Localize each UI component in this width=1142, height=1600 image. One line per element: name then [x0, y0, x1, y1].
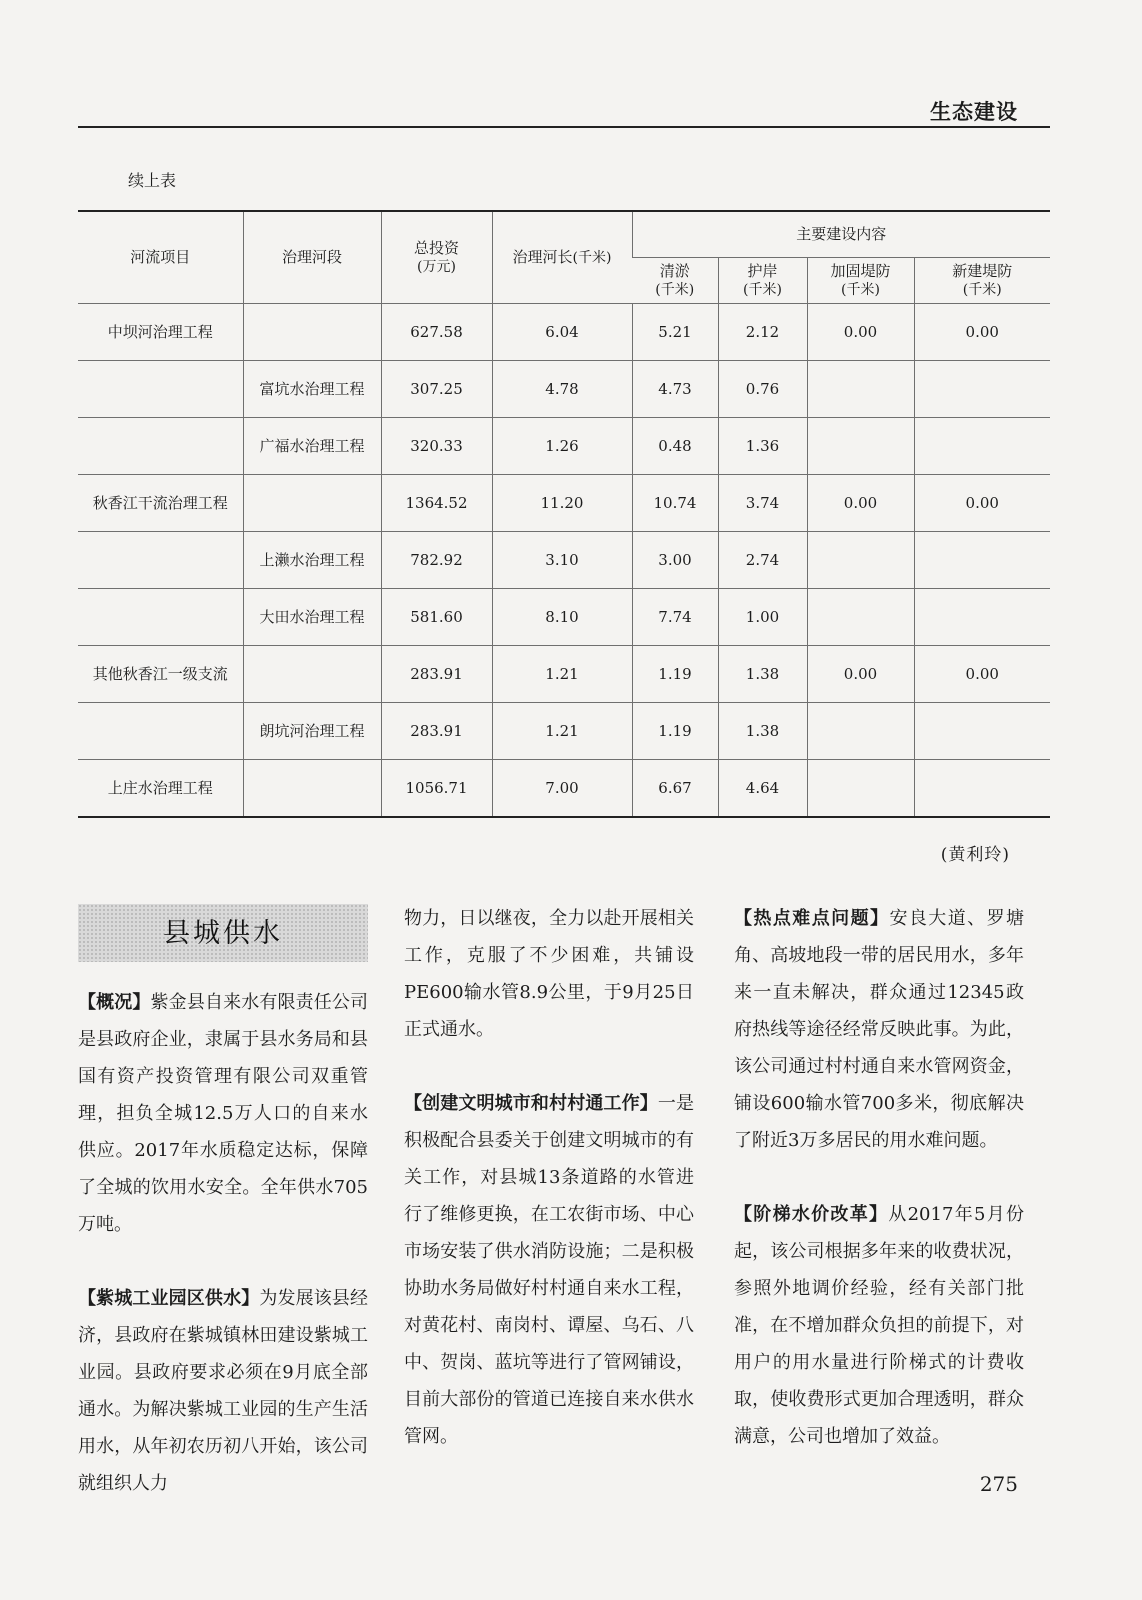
table-continued-label: 续上表: [128, 171, 177, 190]
cell-reinforce: [807, 760, 914, 818]
cell-reinforce: 0.00: [807, 304, 914, 361]
industrial-heading: 【紫城工业园区供水】: [78, 1288, 260, 1309]
header-segment: 治理河段: [243, 211, 381, 304]
cell-dredge: 6.67: [632, 760, 718, 818]
paragraph-overview: [78, 984, 368, 1243]
header-revet-unit: (千米): [743, 282, 782, 299]
table-row: [78, 703, 1050, 760]
cell-new-dike: 0.00: [914, 646, 1050, 703]
header-main-content: 主要建设内容: [632, 211, 1050, 258]
cell-investment: 307.25: [381, 361, 492, 418]
cell-dredge: 10.74: [632, 475, 718, 532]
cell-revet: 2.12: [718, 304, 807, 361]
header-revet: [718, 258, 807, 304]
table-row: [78, 361, 1050, 418]
cell-project: 其他秋香江一级支流: [78, 646, 243, 703]
cell-revet: 1.36: [718, 418, 807, 475]
header-length-unit: (千米): [572, 250, 612, 267]
cell-project: [78, 418, 243, 475]
hotspot-text: 安良大道、罗塘角、高坡地段一带的居民用水，多年来一直未解决，群众通过12345政府热线等途径经常反映此事。为此，该公司通过村村通自来水管网资金，铺设600输水管700多米，彻底解决了附近3万多居民的用水难问题。: [734, 908, 1025, 1151]
cell-investment: 581.60: [381, 589, 492, 646]
table-row: [78, 646, 1050, 703]
header-reinforce-unit: (千米): [841, 282, 880, 299]
tariff-text: 从2017年5月份起，该公司根据多年来的收费状况，参照外地调价经验，经有关部门批准，在不增加群众负担的前提下，对用户的用水量进行阶梯式的计费收取，使收费形式更加合理透明，群众满意，公司也增加了效益。: [734, 1204, 1025, 1447]
article-column-1: [78, 904, 368, 1539]
cell-length: 1.21: [492, 703, 632, 760]
cell-dredge: 4.73: [632, 361, 718, 418]
cell-length: 7.00: [492, 760, 632, 818]
header-new-dike-unit: (千米): [962, 282, 1002, 299]
civil-heading: 【创建文明城市和村村通工作】: [404, 1093, 658, 1114]
cell-dredge: 7.74: [632, 589, 718, 646]
cell-reinforce: 0.00: [807, 646, 914, 703]
cell-dredge: 5.21: [632, 304, 718, 361]
overview-heading: 【概况】: [78, 992, 151, 1013]
cell-length: 8.10: [492, 589, 632, 646]
header-reinforce-label: 加固堤防: [830, 261, 891, 280]
cell-dredge: 1.19: [632, 703, 718, 760]
paragraph-industrial: [78, 1280, 368, 1502]
cell-length: 6.04: [492, 304, 632, 361]
cell-project: 秋香江干流治理工程: [78, 475, 243, 532]
header-revet-label: 护岸: [747, 261, 778, 280]
header-project: 河流项目: [78, 211, 243, 304]
paragraph-civil: [404, 1085, 694, 1455]
paragraph-industrial-cont: [404, 900, 694, 1048]
header-investment-unit: (万元): [417, 259, 456, 276]
article-column-3: [734, 900, 1024, 1492]
cell-new-dike: [914, 589, 1050, 646]
cell-segment: [243, 760, 381, 818]
cell-segment: 富坑水治理工程: [243, 361, 381, 418]
header-dredge: [632, 258, 718, 304]
cell-revet: 1.00: [718, 589, 807, 646]
cell-revet: 0.76: [718, 361, 807, 418]
cell-length: 4.78: [492, 361, 632, 418]
cell-project: [78, 703, 243, 760]
tariff-heading: 【阶梯水价改革】: [734, 1204, 889, 1225]
cell-investment: 1056.71: [381, 760, 492, 818]
cell-dredge: 0.48: [632, 418, 718, 475]
cell-new-dike: [914, 532, 1050, 589]
table-row: [78, 475, 1050, 532]
cell-revet: 1.38: [718, 703, 807, 760]
river-project-table: [78, 210, 1050, 818]
header-new-dike-label: 新建堤防: [952, 261, 1013, 280]
table-row: [78, 532, 1050, 589]
overview-text: 紫金县自来水有限责任公司是县政府企业，隶属于县水务局和县国有资产投资管理有限公司双重管理，担负全城12.5万人口的自来水供应。2017年水质稳定达标，保障了全城的饮用水安全。全年供水705万吨。: [78, 992, 369, 1235]
cell-project: [78, 589, 243, 646]
cell-dredge: 3.00: [632, 532, 718, 589]
header-investment: [381, 211, 492, 304]
article-column-2: [404, 900, 694, 1492]
cell-new-dike: [914, 418, 1050, 475]
header-reinforce: [807, 258, 914, 304]
cell-investment: 1364.52: [381, 475, 492, 532]
cell-reinforce: [807, 418, 914, 475]
civil-text: 一是积极配合县委关于创建文明城市的有关工作，对县城13条道路的水管进行了维修更换，在工农街市场、中心市场安装了供水消防设施；二是积极协助水务局做好村村通自来水工程，对黄花村、南岗村、谭屋、乌石、八中、贺岗、蓝坑等进行了管网铺设，目前大部份的管道已连接自来水供水管网。: [404, 1093, 695, 1447]
cell-revet: 3.74: [718, 475, 807, 532]
cell-segment: 朗坑河治理工程: [243, 703, 381, 760]
cell-investment: 283.91: [381, 703, 492, 760]
cell-segment: 上濑水治理工程: [243, 532, 381, 589]
page-number: 275: [979, 1472, 1018, 1496]
cell-project: 中坝河治理工程: [78, 304, 243, 361]
cell-reinforce: [807, 532, 914, 589]
industrial-text: 为发展该县经济，县政府在紫城镇林田建设紫城工业园。县政府要求必须在9月底全部通水。为解决紫城工业园的生产生活用水，从年初农历初八开始，该公司就组织人力: [78, 1288, 369, 1494]
cell-revet: 2.74: [718, 532, 807, 589]
cell-segment: [243, 304, 381, 361]
header-length-label: 治理河长: [512, 248, 573, 267]
cell-segment: 大田水治理工程: [243, 589, 381, 646]
header-rule: [78, 126, 1050, 128]
header-new-dike: [914, 258, 1050, 304]
cell-reinforce: [807, 703, 914, 760]
cell-new-dike: 0.00: [914, 304, 1050, 361]
cell-length: 1.21: [492, 646, 632, 703]
table-row: [78, 304, 1050, 361]
cell-length: 11.20: [492, 475, 632, 532]
cell-new-dike: [914, 361, 1050, 418]
table-row: [78, 418, 1050, 475]
header-dredge-label: 清淤: [659, 261, 690, 280]
cell-revet: 1.38: [718, 646, 807, 703]
cell-investment: 320.33: [381, 418, 492, 475]
cell-length: 1.26: [492, 418, 632, 475]
paragraph-hotspot: [734, 900, 1024, 1159]
cell-new-dike: [914, 703, 1050, 760]
cell-new-dike: [914, 760, 1050, 818]
cell-project: [78, 532, 243, 589]
header-dredge-unit: (千米): [655, 282, 695, 299]
paragraph-tariff: [734, 1196, 1024, 1455]
cell-length: 3.10: [492, 532, 632, 589]
cell-revet: 4.64: [718, 760, 807, 818]
cell-segment: [243, 646, 381, 703]
cell-reinforce: [807, 589, 914, 646]
cell-reinforce: 0.00: [807, 475, 914, 532]
cell-investment: 283.91: [381, 646, 492, 703]
cell-dredge: 1.19: [632, 646, 718, 703]
cell-project: [78, 361, 243, 418]
cell-new-dike: 0.00: [914, 475, 1050, 532]
cell-investment: 782.92: [381, 532, 492, 589]
industrial-cont-text: 物力，日以继夜，全力以赴开展相关工作，克服了不少困难，共铺设PE600输水管8.9公里，于9月25日正式通水。: [404, 908, 694, 1040]
cell-segment: [243, 475, 381, 532]
cell-project: 上庄水治理工程: [78, 760, 243, 818]
table-row: [78, 589, 1050, 646]
header-length: [492, 211, 632, 304]
header-investment-label: 总投资: [413, 238, 459, 257]
table-row: [78, 760, 1050, 818]
section-header-title: 生态建设: [930, 100, 1018, 124]
hotspot-heading: 【热点难点问题】: [734, 908, 890, 929]
section-banner-title: 县城供水: [163, 917, 283, 949]
cell-reinforce: [807, 361, 914, 418]
cell-investment: 627.58: [381, 304, 492, 361]
cell-segment: 广福水治理工程: [243, 418, 381, 475]
section-banner: [78, 904, 368, 962]
table-author: (黄利玲): [940, 845, 1010, 865]
